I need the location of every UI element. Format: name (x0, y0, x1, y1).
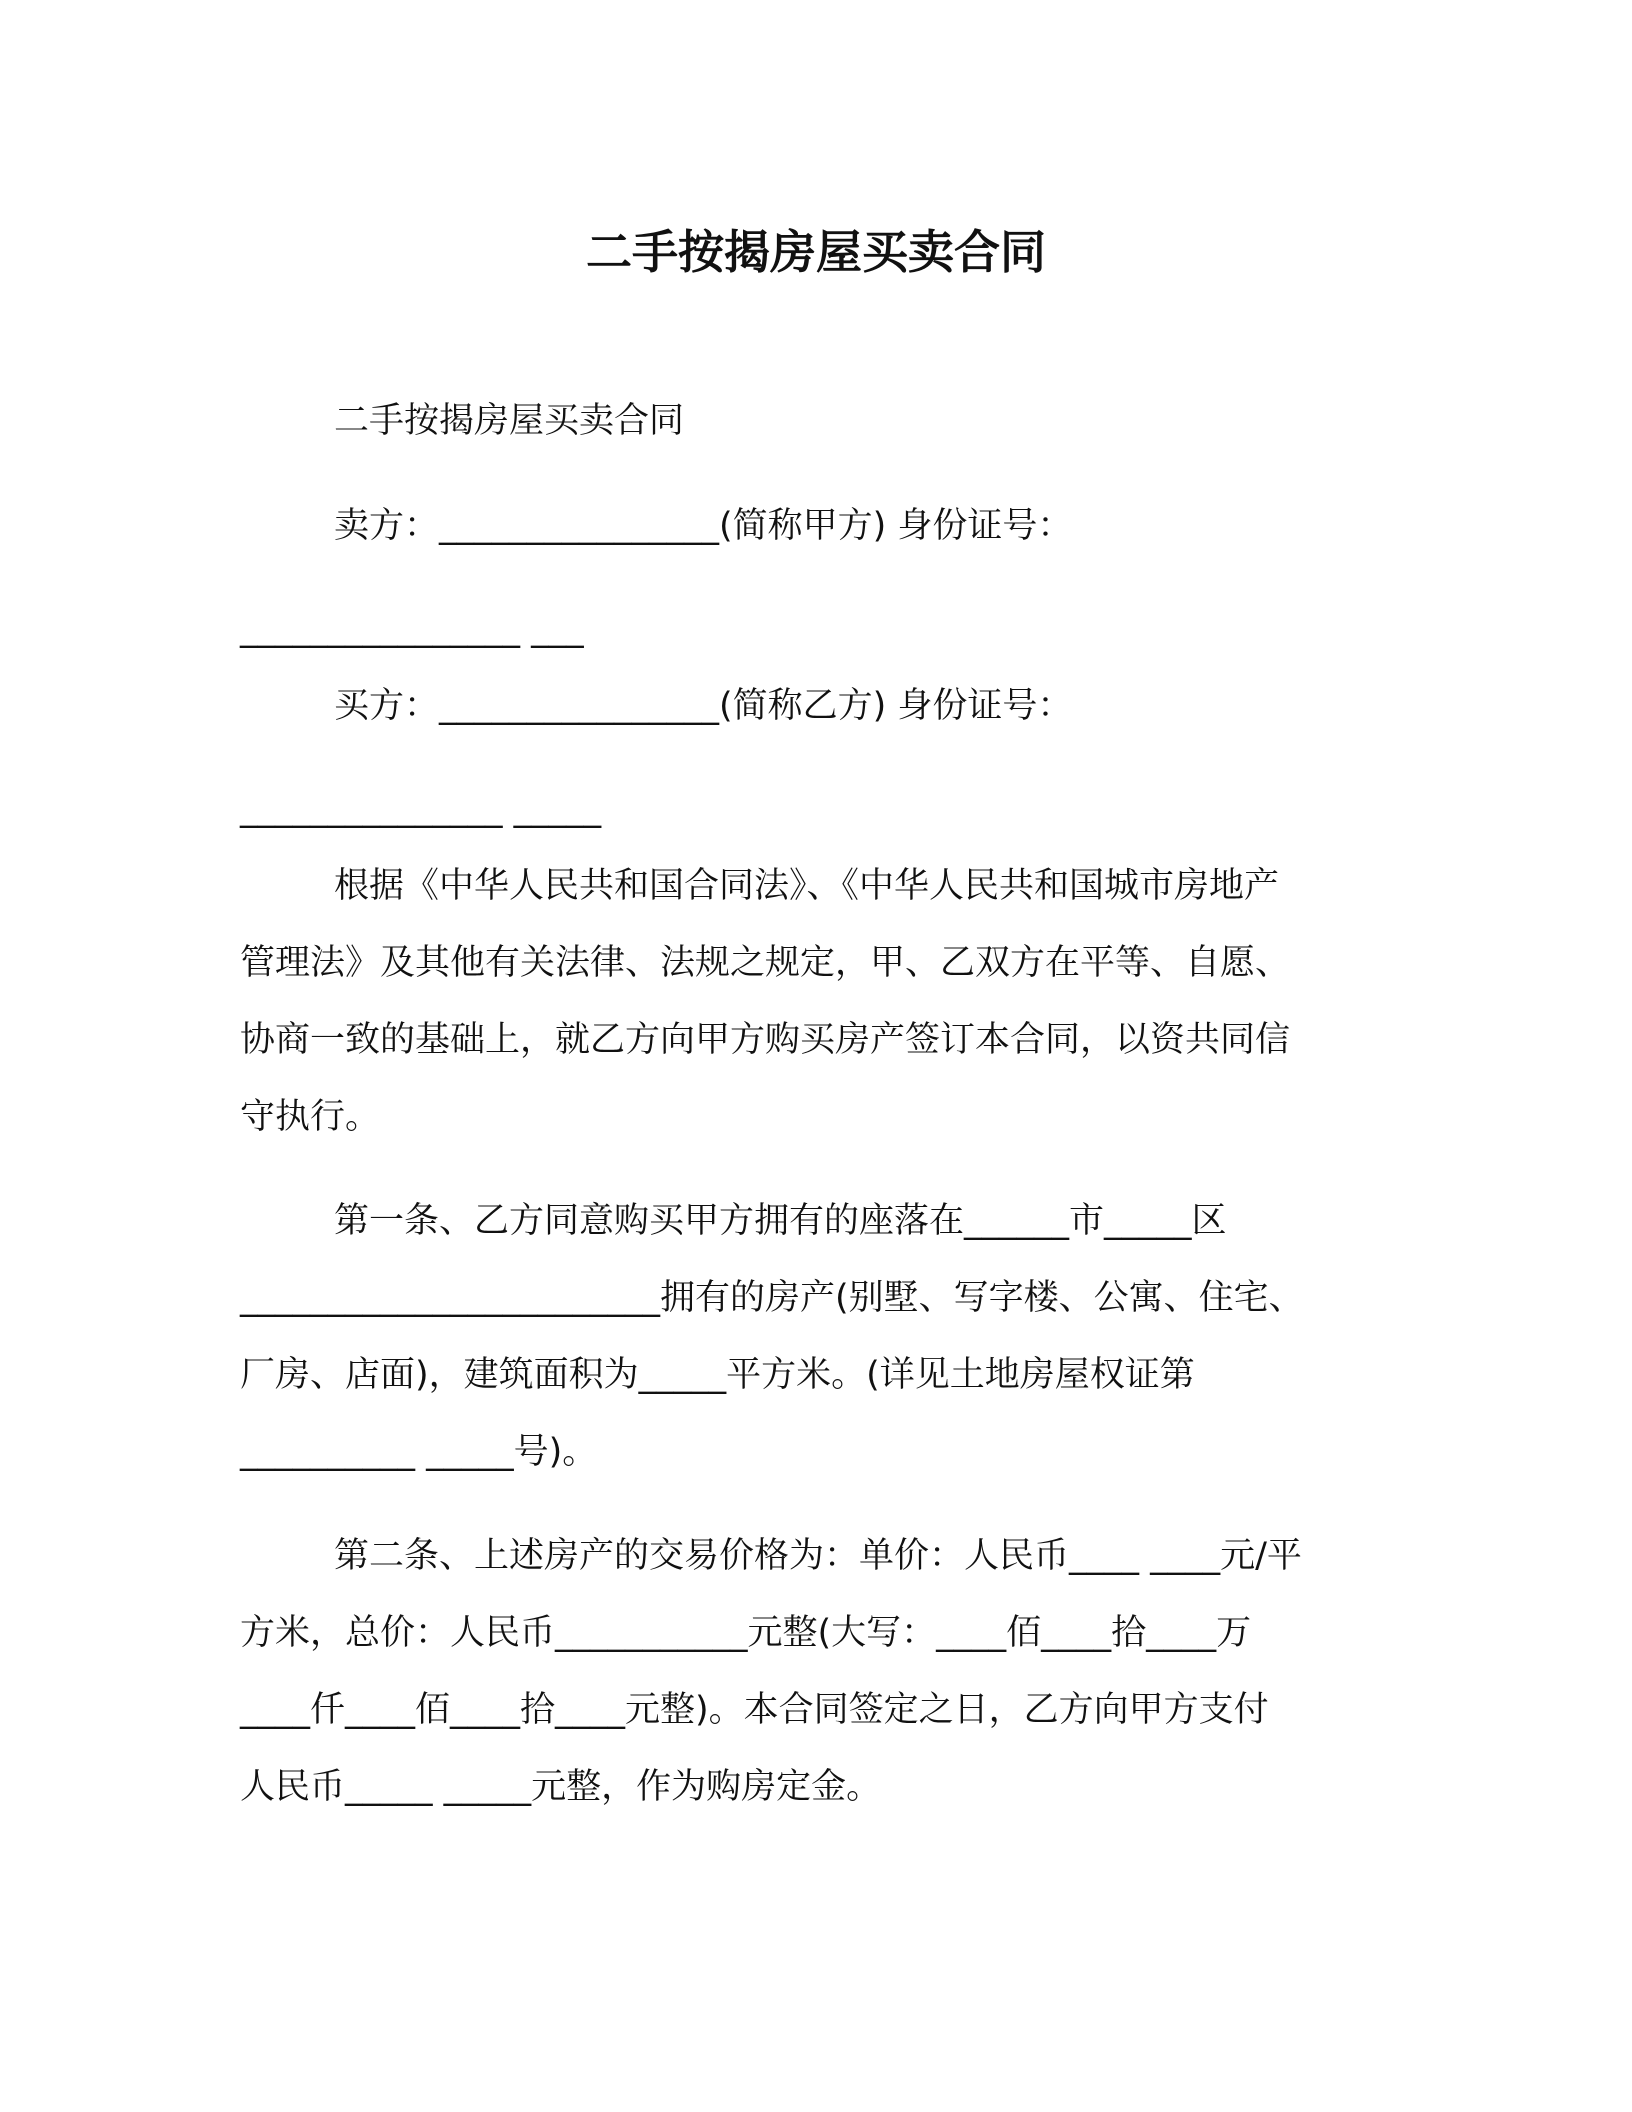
preamble-line-3: 协商一致的基础上，就乙方向甲方购买房产签订本合同，以资共同信 (240, 1020, 1291, 1060)
seller-id-line: ________________ ___ (240, 609, 584, 649)
article2-line-3: ____仟____佰____拾____元整)。本合同签定之日，乙方向甲方支付 (240, 1690, 1269, 1730)
article1-line-2: ________________________拥有的房产(别墅、写字楼、公寓、住宅、 (240, 1278, 1304, 1318)
preamble-line-4: 守执行。 (240, 1097, 381, 1137)
preamble-line-2: 管理法》及其他有关法律、法规之规定，甲、乙双方在平等、自愿、 (240, 943, 1291, 983)
document-subtitle: 二手按揭房屋买卖合同 (334, 401, 685, 441)
article2-line-4: 人民币_____ _____元整，作为购房定金。 (240, 1767, 882, 1807)
preamble-line-1: 根据《中华人民共和国合同法》、《中华人民共和国城市房地产 (334, 866, 1280, 906)
article1-line-4: __________ _____号)。 (240, 1432, 598, 1472)
article1-line-1: 第一条、乙方同意购买甲方拥有的座落在______市_____区 (334, 1201, 1227, 1241)
seller-line: 卖方：________________(简称甲方) 身份证号： (334, 506, 1073, 546)
buyer-line: 买方：________________(简称乙方) 身份证号： (334, 686, 1073, 726)
article2-line-1: 第二条、上述房产的交易价格为：单价：人民币____ ____元/平 (334, 1536, 1302, 1576)
article1-line-3: 厂房、店面)，建筑面积为_____平方米。(详见土地房屋权证第 (240, 1355, 1195, 1395)
document-title: 二手按揭房屋买卖合同 (586, 225, 1046, 279)
buyer-id-line: _______________ _____ (240, 789, 602, 829)
article2-line-2: 方米，总价：人民币___________元整(大写：____佰____拾____万 (240, 1613, 1252, 1653)
